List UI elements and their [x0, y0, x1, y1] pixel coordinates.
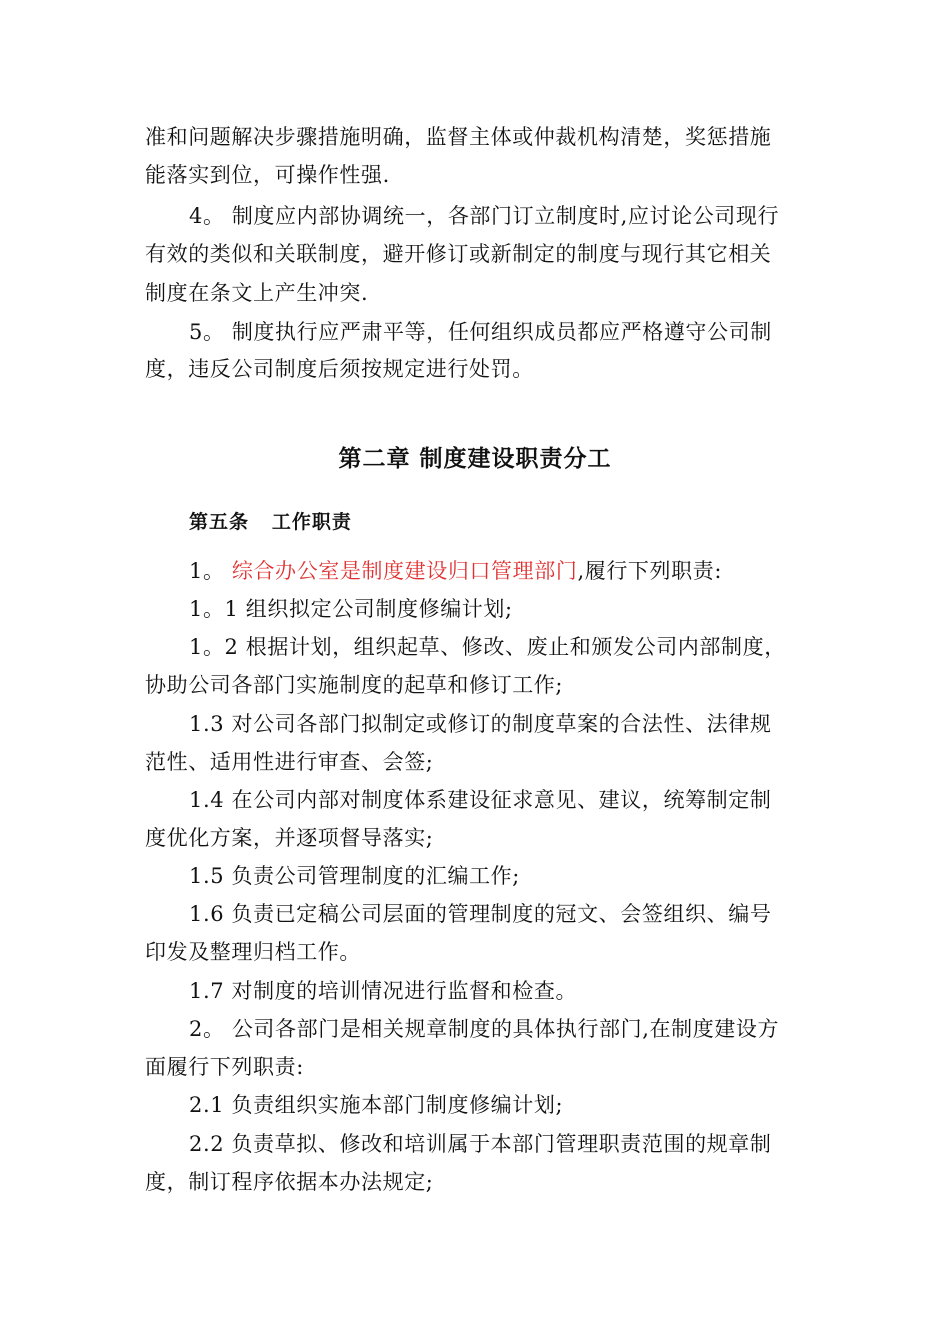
paragraph-line: 度优化方案，并逐项督导落实;: [145, 826, 434, 850]
item-1-line: [189, 552, 722, 590]
paragraph-line: 4。 制度应内部协调统一，各部门订立制度时,应讨论公司现行: [189, 204, 780, 228]
paragraph-line: 2.1 负责组织实施本部门制度修编计划;: [189, 1093, 564, 1117]
item-1-number: 1。: [189, 559, 232, 583]
item-1-suffix: ,履行下列职责:: [577, 559, 723, 583]
paragraph-line: 制度在条文上产生冲突.: [145, 281, 369, 305]
paragraph-line: 1.7 对制度的培训情况进行监督和检查。: [189, 979, 578, 1003]
paragraph-line: 2.2 负责草拟、修改和培训属于本部门管理职责范围的规章制: [189, 1132, 772, 1156]
article-title: 第五条 工作职责: [189, 511, 352, 533]
paragraph-line: 能落实到位，可操作性强.: [145, 163, 390, 187]
paragraph-line: 1.4 在公司内部对制度体系建设征求意见、建议，统筹制定制: [189, 788, 772, 812]
paragraph-line: 1。1 组织拟定公司制度修编计划;: [189, 597, 513, 621]
paragraph-line: 度，制订程序依据本办法规定;: [145, 1170, 434, 1194]
paragraph-line: 面履行下列职责:: [145, 1055, 304, 1079]
highlighted-text: 综合办公室是制度建设归口管理部门: [231, 559, 578, 583]
paragraph-line: 5。 制度执行应严肃平等，任何组织成员都应严格遵守公司制: [189, 320, 772, 344]
paragraph-line: 度，违反公司制度后须按规定进行处罚。: [145, 357, 534, 381]
paragraph-line: 1。2 根据计划，组织起草、修改、废止和颁发公司内部制度，: [189, 635, 786, 659]
paragraph-line: 1.3 对公司各部门拟制定或修订的制度草案的合法性、法律规: [189, 712, 772, 736]
paragraph-line: 印发及整理归档工作。: [145, 940, 361, 964]
paragraph-line: 准和问题解决步骤措施明确，监督主体或仲裁机构清楚，奖惩措施: [145, 125, 772, 149]
paragraph-line: 1.6 负责已定稿公司层面的管理制度的冠文、会签组织、编号: [189, 902, 772, 926]
paragraph-line: 1.5 负责公司管理制度的汇编工作;: [189, 864, 520, 888]
paragraph-line: 2。 公司各部门是相关规章制度的具体执行部门,在制度建设方: [189, 1017, 780, 1041]
chapter-title: 第二章 制度建设职责分工: [338, 446, 612, 472]
paragraph-line: 范性、适用性进行审查、会签;: [145, 750, 434, 774]
paragraph-line: 协助公司各部门实施制度的起草和修订工作;: [145, 673, 564, 697]
paragraph-line: 有效的类似和关联制度，避开修订或新制定的制度与现行其它相关: [145, 242, 772, 266]
